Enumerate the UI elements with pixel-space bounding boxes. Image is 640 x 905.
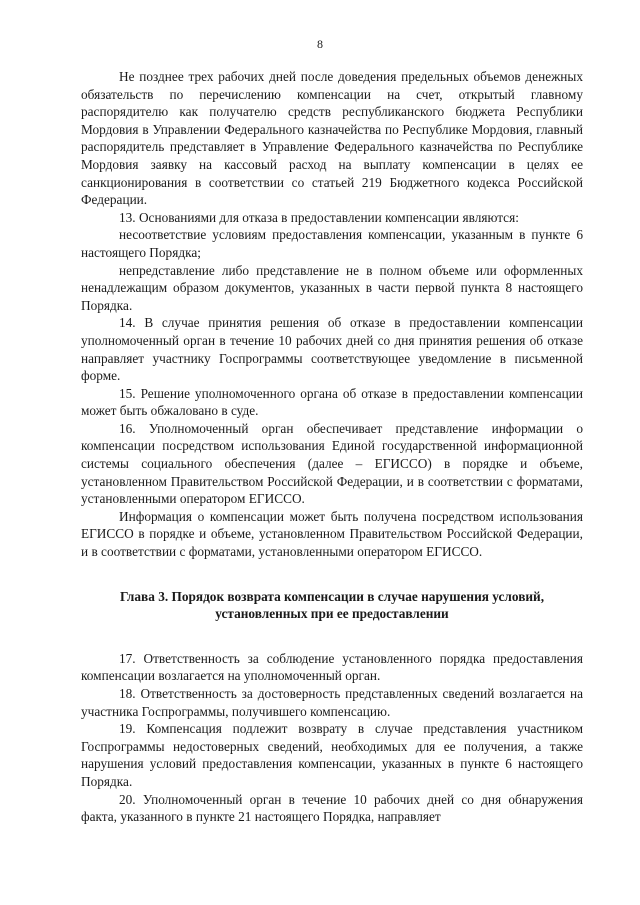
chapter-heading-line-2: установленных при ее предоставлении	[215, 606, 449, 622]
paragraph-16: 16. Уполномоченный орган обеспечивает представление информации о компенсации посредством использования Единой государственной информационной системы социального обеспечения (далее – ЕГИССО) в порядке и объеме, установленном Правительством Российской Федерации, и в соответствии с форматами, установленными оператором ЕГИССО.	[81, 420, 583, 507]
chapter-heading-line-1: Глава 3. Порядок возврата компенсации в случае нарушения условий,	[119, 588, 545, 604]
paragraph-13-item-2: непредставление либо представление не в полном объеме или оформленных ненадлежащим образом документов, указанных в части первой пункта 8 настоящего Порядка.	[81, 262, 583, 313]
paragraph-treasury-request: Не позднее трех рабочих дней после доведения предельных объемов денежных обязательств по перечислению компенсации на счет, открытый главному распорядителю как получателю средств республиканского бюджета Республики Мордовия в Управлении Федерального казначейства по Республике Мордовия, главный распорядитель представляет в Управление Федерального казначейства по Республике Мордовия заявку на кассовый расход на выплату компенсации в целях ее санкционирования в соответствии со статьей 219 Бюджетного кодекса Российской Федерации.	[81, 69, 583, 208]
paragraph-15: 15. Решение уполномоченного органа об отказе в предоставлении компенсации может быть обжаловано в суде.	[81, 385, 583, 419]
paragraph-16-info: Информация о компенсации может быть получена посредством использования ЕГИССО в порядке и объеме, установленном Правительством Российской Федерации, и в соответствии с форматами, установленными оператором ЕГИССО.	[81, 508, 583, 560]
paragraph-13-item-1: несоответствие условиям предоставления компенсации, указанным в пункте 6 настоящего Порядка;	[81, 227, 583, 260]
paragraph-13: 13. Основаниями для отказа в предоставлении компенсации являются:	[119, 209, 519, 225]
paragraph-19: 19. Компенсация подлежит возврату в случае представления участником Госпрограммы недостоверных сведений, необходимых для ее получения, а также нарушения условий предоставления компенсации, указанных в пункте 6 настоящего Порядка.	[81, 721, 583, 789]
document-body	[81, 68, 583, 826]
paragraph-14: 14. В случае принятия решения об отказе в предоставлении компенсации уполномоченный орган в течение 10 рабочих дней со дня принятия решения об отказе направляет участнику Госпрограммы соответствующее уведомление в письменной форме.	[81, 315, 583, 384]
paragraph-18: 18. Ответственность за достоверность представленных сведений возлагается на участника Госпрограммы, получившего компенсацию.	[81, 686, 583, 719]
paragraph-17: 17. Ответственность за соблюдение установленного порядка предоставления компенсации возлагается на уполномоченный орган.	[81, 650, 583, 684]
paragraph-20: 20. Уполномоченный орган в течение 10 рабочих дней со дня обнаружения факта, указанного в пункте 21 настоящего Порядка, направляет	[81, 791, 583, 825]
page-number: 8	[317, 37, 323, 51]
